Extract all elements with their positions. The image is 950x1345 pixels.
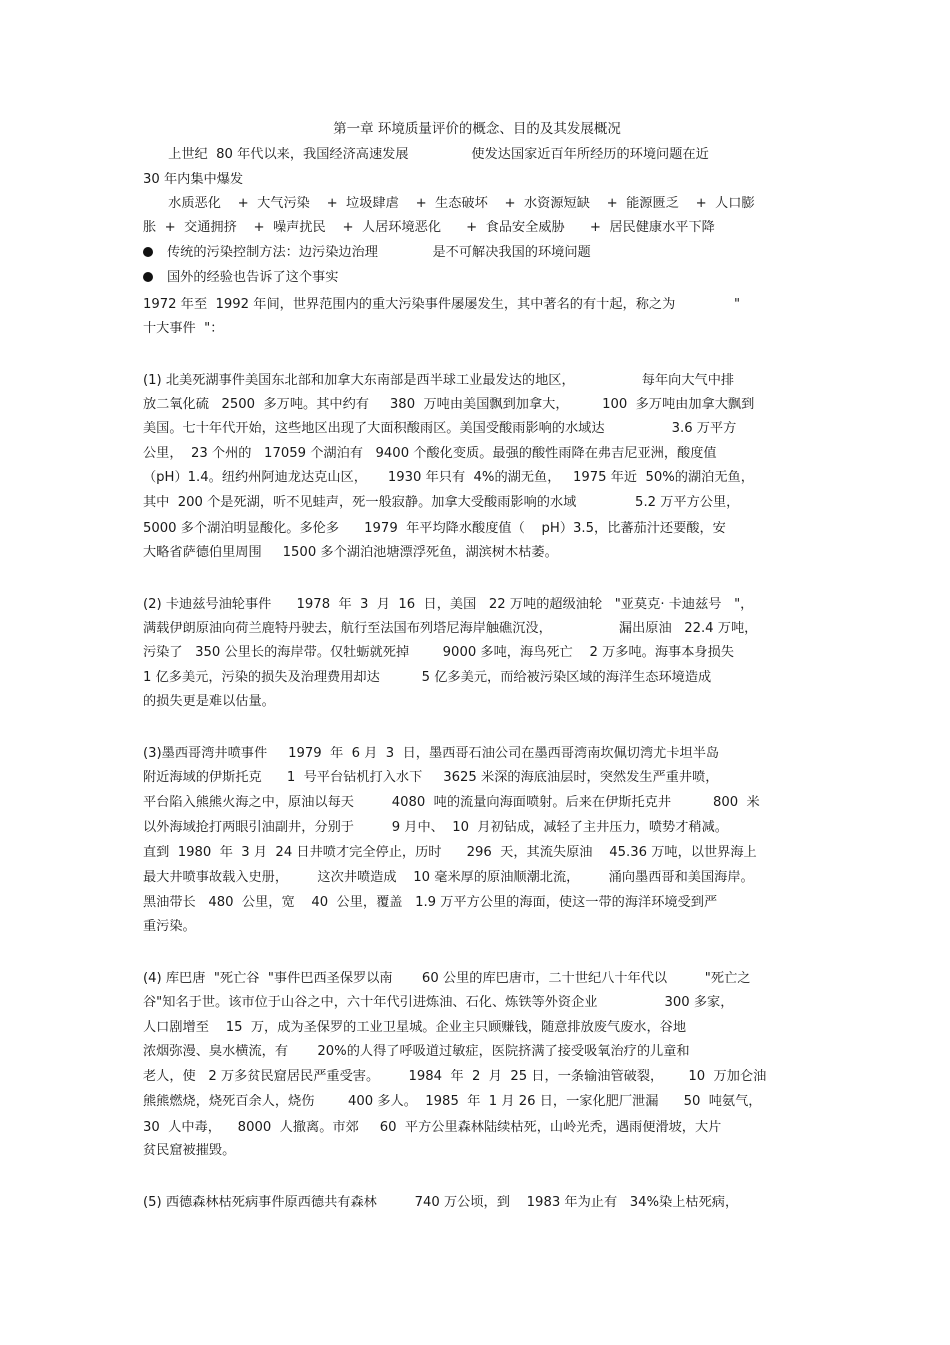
event-2-line: (2) 卡迪兹号油轮事件 1978 年 3 月 16 日，美国 22 万吨的超级油轮 "亚莫克· 卡迪兹号 "， — [143, 597, 754, 612]
event-1-line: 5000 多个湖泊明显酸化。多伦多 1979 年平均降水酸度值（ pH）3.5，比蕃茄汁还要酸，安 — [143, 521, 726, 536]
event-4-line: 浓烟弥漫、臭水横流，有 20%的人得了呼吸道过敏症，医院挤满了接受吸氧治疗的儿童和 — [143, 1044, 690, 1059]
event-4-line: 熊熊燃烧，烧死百余人，烧伤 400 多人。 1985 年 1 月 26 日，一家化肥厂泄漏 50 吨氨气， — [143, 1094, 762, 1109]
event-1-line: (1) 北美死湖事件美国东北部和加拿大东南部是西半球工业最发达的地区， 每年向大气中排 — [143, 373, 735, 388]
event-1-line: 公里， 23 个州的 17059 个湖泊有 9400 个酸化变质。最强的酸性雨降在弗吉尼亚洲，酸度值 — [143, 446, 717, 461]
event-3-line: 以外海域抢打两眼引油副井，分别于 9 月中、 10 月初钻成，减轻了主井压力，喷势才稍减。 — [143, 820, 728, 835]
event-1-line: 其中 200 个是死湖，听不见蛙声，死一般寂静。加拿大受酸雨影响的水域 5.2 万平方公里， — [143, 495, 740, 510]
bullet-dot-icon — [143, 272, 153, 282]
event-2-line: 污染了 350 公里长的海岸带。仅牡蛎就死掉 9000 多吨，海鸟死亡 2 万多吨。海事本身损失 — [143, 645, 734, 660]
lead-line: 1972 年至 1992 年间，世界范围内的重大污染事件屡屡发生，其中著名的有十起，称之为 " — [143, 297, 741, 312]
bullet-text: 国外的经验也告诉了这个事实 — [167, 270, 339, 285]
chapter-title: 第一章 环境质量评价的概念、目的及其发展概况 — [333, 121, 621, 137]
event-1-line: 美国。七十年代开始，这些地区出现了大面积酸雨区。美国受酸雨影响的水域达 3.6 万平方 — [143, 421, 737, 436]
event-3-line: 附近海域的伊斯托克 1 号平台钻机打入水下 3625 米深的海底油层时，突然发生严重井喷， — [143, 770, 719, 785]
event-3-line: 重污染。 — [143, 919, 196, 934]
event-4-line: 30 人中毒， 8000 人撤离。市郊 60 平方公里森林陆续枯死，山岭光秃，遇雨便滑坡，大片 — [143, 1120, 722, 1135]
event-4-line: 谷"知名于世。该市位于山谷之中，六十年代引进炼油、石化、炼铁等外资企业 300 多家， — [143, 995, 734, 1010]
event-4-line: (4) 库巴唐 "死亡谷 "事件巴西圣保罗以南 60 公里的库巴唐市，二十世纪八十年代以 "死亡之 — [143, 971, 751, 986]
bullet-item — [143, 270, 811, 286]
intro-line: 水质恶化 + 大气污染 + 垃圾肆虐 + 生态破坏 + 水资源短缺 + 能源匮乏 + 人口膨 — [143, 196, 755, 211]
lead-line: 十大事件 "： — [143, 321, 224, 336]
intro-line: 30 年内集中爆发 — [143, 172, 244, 187]
event-1-line: （pH）1.4。纽约州阿迪龙达克山区， 1930 年只有 4%的湖无鱼， 1975 年近 50%的湖泊无鱼， — [143, 470, 754, 485]
event-4-line: 老人，使 2 万多贫民窟居民严重受害。 1984 年 2 月 25 日，一条输油管破裂， 10 万加仑油 — [143, 1069, 767, 1084]
event-5-line: (5) 西德森林枯死病事件原西德共有森林 740 万公顷，到 1983 年为止有 34%染上枯死病， — [143, 1195, 739, 1210]
event-1-line: 大略省萨德伯里周围 1500 多个湖泊池塘漂浮死鱼，湖滨树木枯萎。 — [143, 545, 558, 560]
event-3-line: (3)墨西哥湾井喷事件 1979 年 6 月 3 日，墨西哥石油公司在墨西哥湾南坎佩切湾尤卡坦半岛 — [143, 746, 720, 761]
event-3-line: 黑油带长 480 公里，宽 40 公里，覆盖 1.9 万平方公里的海面，使这一带的海洋环境受到严 — [143, 895, 718, 910]
bullet-item — [143, 245, 811, 261]
event-2-line: 的损失更是难以估量。 — [143, 694, 275, 709]
event-3-line: 直到 1980 年 3 月 24 日井喷才完全停止，历时 296 天，其流失原油 45.36 万吨，以世界海上 — [143, 845, 757, 860]
event-2-line: 满载伊朗原油向荷兰鹿特丹驶去，航行至法国布列塔尼海岸触礁沉没， 漏出原油 22.4 万吨， — [143, 621, 758, 636]
event-3-line: 平台陷入熊熊火海之中，原油以每天 4080 吨的流量向海面喷射。后来在伊斯托克井 800 米 — [143, 795, 760, 810]
bullet-dot-icon — [143, 247, 153, 257]
event-4-line: 人口剧增至 15 万，成为圣保罗的工业卫星城。企业主只顾赚钱，随意排放废气废水，谷地 — [143, 1020, 687, 1035]
intro-line: 胀 + 交通拥挤 + 噪声扰民 + 人居环境恶化 + 食品安全威胁 + 居民健康水平下降 — [143, 220, 715, 235]
event-2-line: 1 亿多美元，污染的损失及治理费用却达 5 亿多美元，而给被污染区域的海洋生态环境造成 — [143, 670, 712, 685]
event-1-line: 放二氧化硫 2500 多万吨。其中约有 380 万吨由美国飘到加拿大， 100 多万吨由加拿大飘到 — [143, 397, 755, 412]
event-4-line: 贫民窟被摧毁。 — [143, 1143, 236, 1158]
intro-line: 上世纪 80 年代以来，我国经济高速发展 使发达国家近百年所经历的环境问题在近 — [143, 147, 709, 162]
event-3-line: 最大井喷事故载入史册， 这次井喷造成 10 毫米厚的原油顺潮北流， 涌向墨西哥和美国海岸。 — [143, 870, 754, 885]
bullet-text: 传统的污染控制方法：边污染边治理 是不可解决我国的环境问题 — [167, 245, 591, 260]
